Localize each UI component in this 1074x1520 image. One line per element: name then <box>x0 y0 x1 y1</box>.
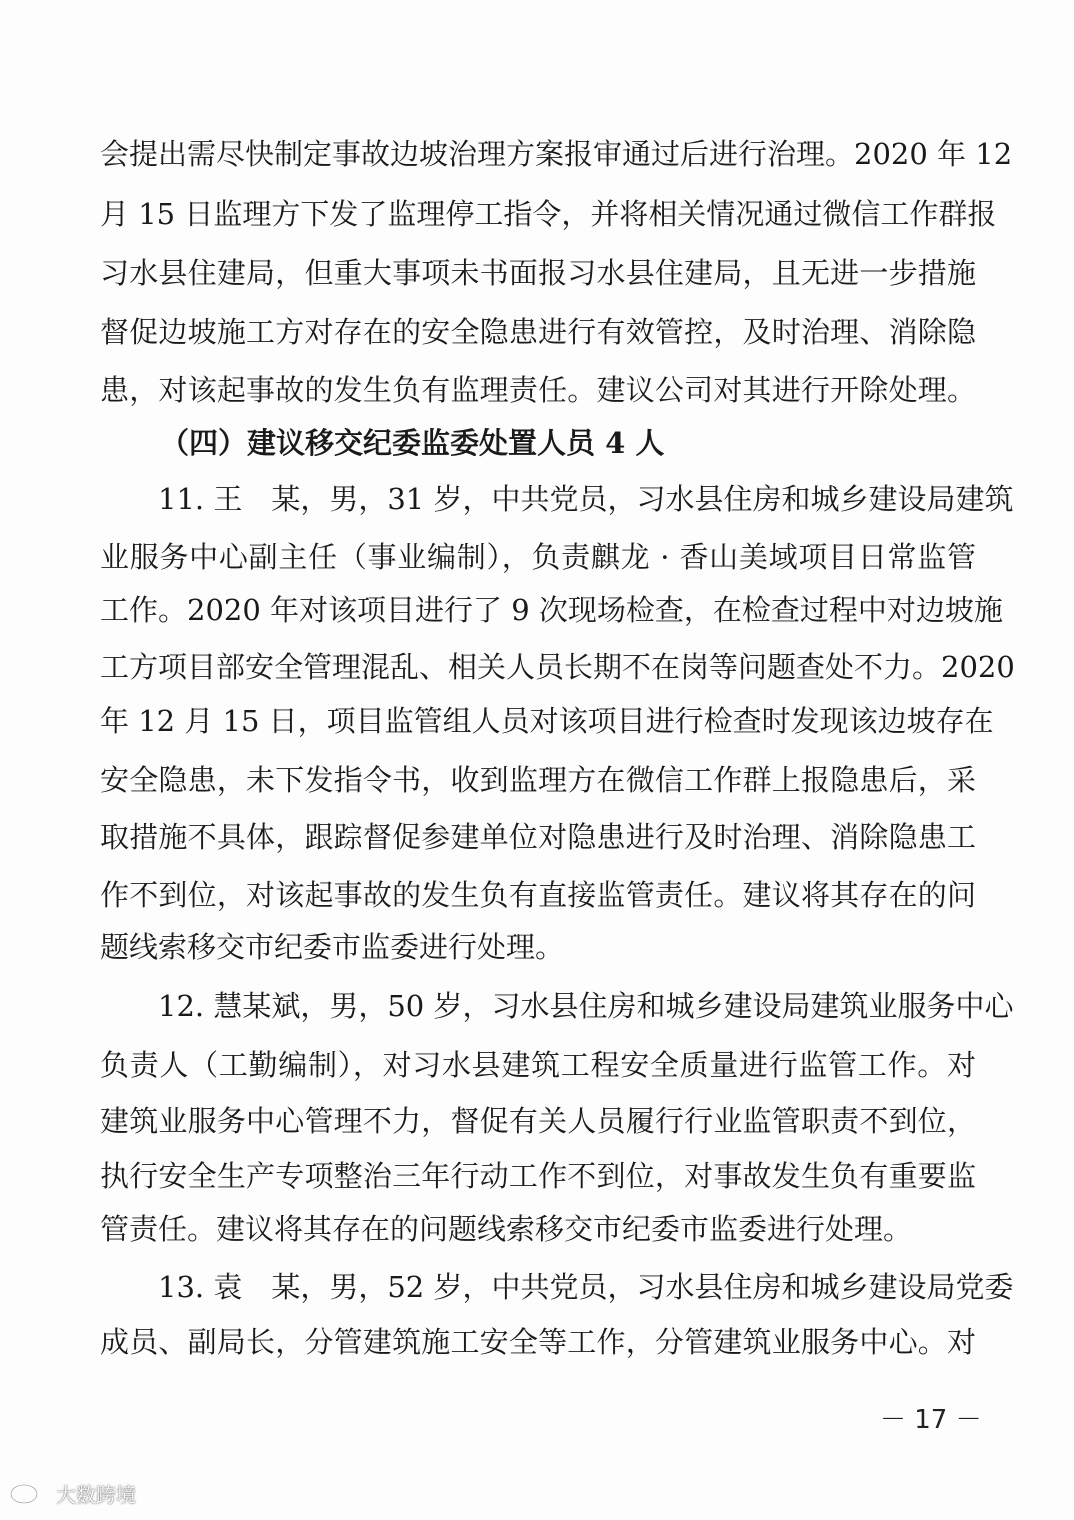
text-line: 工方项目部安全管理混乱、相关人员长期不在岗等问题查处不力。2020 <box>100 650 1015 684</box>
text-line: 督促边坡施工方对存在的安全隐患进行有效管控，及时治理、消除隐 <box>100 315 976 349</box>
text-line: 执行安全生产专项整治三年行动工作不到位，对事故发生负有重要监 <box>100 1159 976 1193</box>
text-line: 工作。2020 年对该项目进行了 9 次现场检查，在检查过程中对边坡施 <box>100 593 1003 627</box>
text-line: 月 15 日监理方下发了监理停工指令，并将相关情况通过微信工作群报 <box>100 197 997 231</box>
text-line: 建筑业服务中心管理不力，督促有关人员履行行业监管职责不到位， <box>100 1104 976 1138</box>
text-line: 年 12 月 15 日，项目监管组人员对该项目进行检查时发现该边坡存在 <box>100 704 994 738</box>
section-heading: （四）建议移交纪委监委处置人员 4 人 <box>160 426 665 460</box>
watermark <box>8 1477 136 1509</box>
paragraph-start-line: 13. 袁 某，男，52 岁，中共党员，习水县住房和城乡建设局党委 <box>158 1270 1014 1304</box>
text-line: 安全隐患，未下发指令书，收到监理方在微信工作群上报隐患后，采 <box>100 763 976 797</box>
weibo-logo-icon <box>8 1477 50 1509</box>
text-line: 会提出需尽快制定事故边坡治理方案报审通过后进行治理。2020 年 12 <box>100 137 1013 171</box>
watermark-text: 大数跨境 <box>56 1482 136 1507</box>
text-line: 习水县住建局，但重大事项未书面报习水县住建局，且无进一步措施 <box>100 256 976 290</box>
text-line: 患，对该起事故的发生负有监理责任。建议公司对其进行开除处理。 <box>100 373 976 407</box>
text-line: 作不到位，对该起事故的发生负有直接监管责任。建议将其存在的问 <box>100 878 976 912</box>
paragraph-start-line: 12. 慧某斌，男，50 岁，习水县住房和城乡建设局建筑业服务中心 <box>158 989 1014 1023</box>
text-line: 管责任。建议将其存在的问题线索移交市纪委市监委进行处理。 <box>100 1212 913 1246</box>
text-line: 业服务中心副主任（事业编制），负责麒龙 · 香山美域项目日常监管 <box>100 540 976 574</box>
text-line: 负责人（工勤编制），对习水县建筑工程安全质量进行监管工作。对 <box>100 1048 976 1082</box>
text-line: 成员、副局长，分管建筑施工安全等工作，分管建筑业服务中心。对 <box>100 1325 976 1359</box>
text-line: 取措施不具体，跟踪督促参建单位对隐患进行及时治理、消除隐患工 <box>100 820 976 854</box>
paragraph-start-line: 11. 王 某，男，31 岁，中共党员，习水县住房和城乡建设局建筑 <box>158 482 1014 516</box>
page-number: － 17 － <box>880 1405 982 1435</box>
text-line: 题线索移交市纪委市监委进行处理。 <box>100 930 565 964</box>
